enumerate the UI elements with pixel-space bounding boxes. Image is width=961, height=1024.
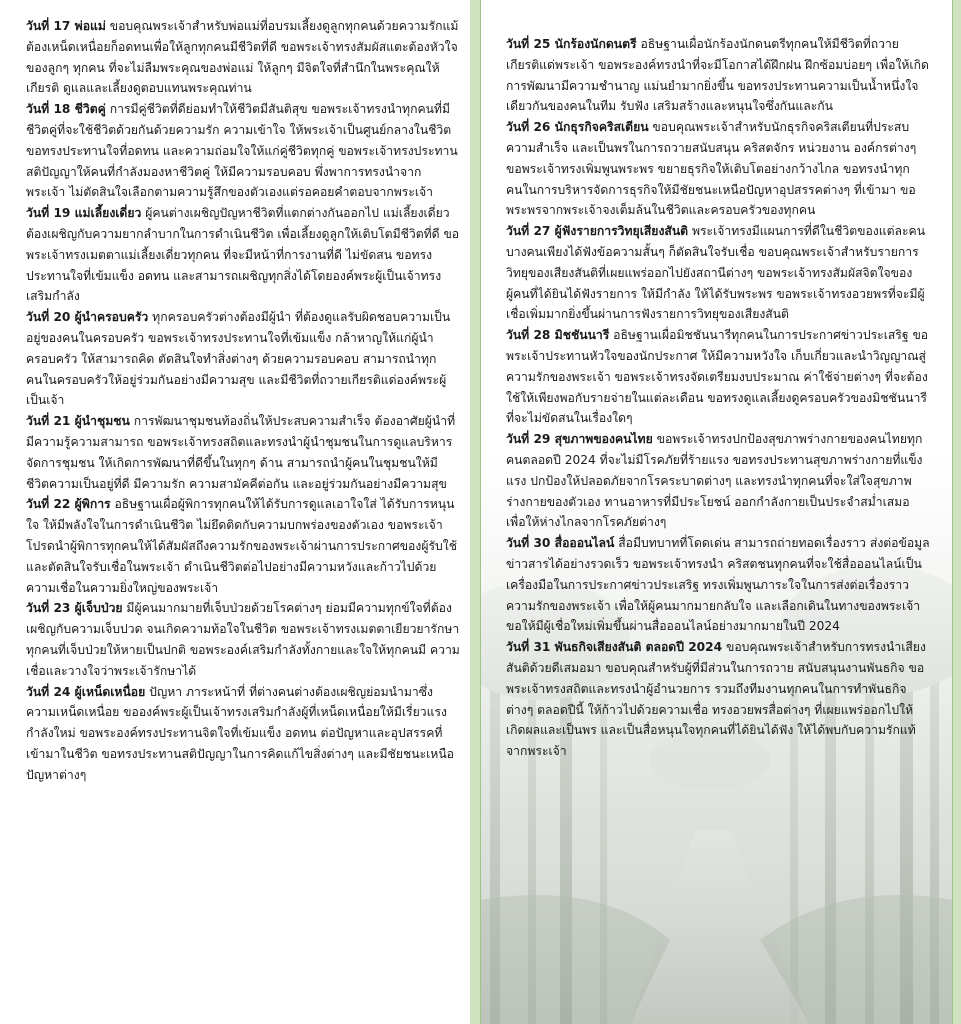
entry-body: อธิษฐานเผื่อผู้พิการทุกคนให้ได้รับการดูแลเอาใจใส่ ได้รับการหนุนใจ ให้มีพลังใจในการดำเนินชีวิต ไม่ยึดติดกับความบกพร่องของตัวเอง ขอพระเจ้าโปรดนำผู้พิการทุกคนให้ได้สัมผัสถึงความรักของพระเจ้าผ่านการประกาศของผู้รับใช้ และตัดสินใจรับเชื่อในพระเจ้า ดำเนินชีวิตต่อไปอย่างมีความหวังและก้าวไปด้วยความเชื่อในความยิ่งใหญ่ของพระเจ้า xyxy=(26,497,457,595)
entry-body: การมีคู่ชีวิตที่ดีย่อมทำให้ชีวิตมีสันติสุข ขอพระเจ้าทรงนำทุกคนที่มีชีวิตคู่ที่จะใช้ชีวิตด้วยกันด้วยความรัก ความเข้าใจ ให้พระเจ้าเป็นศูนย์กลางในชีวิต ขอทรงประทานใจที่อดทน และความถ่อมใจให้แก่คู่ชีวิตทุกคู่ ขอพระเจ้าทรงประทานสติปัญญาให้คนที่กำลังมองหาชีวิตคู่ ให้มีความรอบคอบ พึ่งพาการทรงนำจากพระเจ้า ไม่ตัดสินใจเลือกตามความรู้สึกของตัวเองแต่รอคอยคำตอบจากพระเจ้า xyxy=(26,102,458,200)
right-text-block xyxy=(506,34,932,762)
entry-title: วันที่ 26 นักธุรกิจคริสเตียน xyxy=(506,120,649,135)
entry-title: วันที่ 20 ผู้นำครอบครัว xyxy=(26,310,149,325)
prayer-entry-day-18 xyxy=(26,99,460,203)
prayer-entry-day-19 xyxy=(26,203,460,307)
entry-title: วันที่ 22 ผู้พิการ xyxy=(26,497,111,512)
entry-title: วันที่ 17 พ่อแม่ xyxy=(26,19,106,33)
entry-body: ขอพระเจ้าทรงปกป้องสุขภาพร่างกายของคนไทยทุกคนตลอดปี 2024 ที่จะไม่มีโรคภัยที่ร้ายแรง ขอทรงประทานสุขภาพร่างกายที่แข็งแรง ปกป้องให้ปลอดภัยจากโรคระบาดต่างๆ และทรงนำทุกคนที่จะใส่ใจสุขภาพร่างกายของตัวเอง ทานอาหารที่มีประโยชน์ ออกกำลังกายเป็นประจำสม่ำเสมอ เพื่อให้ห่างไกลจากโรคภัยต่างๆ xyxy=(506,432,923,530)
right-edge-border xyxy=(953,0,961,1024)
entry-title: วันที่ 29 สุขภาพของคนไทย xyxy=(506,432,653,447)
entry-title: วันที่ 19 แม่เลี้ยงเดี่ยว xyxy=(26,206,142,221)
entry-body: ผู้คนต่างเผชิญปัญหาชีวิตที่แตกต่างกันออกไป แม่เลี้ยงเดี่ยวต้องเผชิญกับความยากลำบากในการดำเนินชีวิต เพื่อเลี้ยงดูลูกให้เติบโตมีชีวิตที่ดี ขอพระเจ้าทรงเมตตาแม่เลี้ยงเดี่ยวทุกคน ที่จะมีหน้าที่การงานที่ดี ไม่ขัดสน ขอทรงประทานใจที่เข้มแข็ง อดทน และสามารถเผชิญทุกสิ่งได้โดยองค์พระผู้เป็นเจ้าทรงเสริมกำลัง xyxy=(26,206,460,304)
prayer-entry-day-28 xyxy=(506,325,932,429)
entry-title: วันที่ 24 ผู้เหน็ดเหนื่อย xyxy=(26,684,146,699)
entry-title: วันที่ 31 พันธกิจเสียงสันติ ตลอดปี 2024 xyxy=(506,640,723,655)
prayer-entry-day-30 xyxy=(506,533,932,637)
prayer-entry-day-31 xyxy=(506,637,932,762)
right-column xyxy=(480,0,961,1024)
prayer-entry-day-21 xyxy=(26,411,460,494)
entry-body: ขอบคุณพระเจ้าสำหรับนักธุรกิจคริสเตียนที่ประสบความสำเร็จ และเป็นพรในการถวายสนับสนุน คริสตจักร หน่วยงาน องค์กรต่างๆ ขอพระเจ้าทรงเพิ่มพูนพระพร ขยายธุรกิจให้เติบโตอย่างกว้างไกล ขอทรงนำทุกคนในการบริหารจัดการธุรกิจให้มีชัยชนะเหนือปัญหาอุปสรรคต่างๆ ที่เข้ามา ขอพระพรจากพระเจ้าจงเต็มล้นในชีวิตและครอบครัวของทุกคน xyxy=(506,120,917,218)
entry-body: สื่อมีบทบาทที่โดดเด่น สามารถถ่ายทอดเรื่องราว ส่งต่อข้อมูลข่าวสารได้อย่างรวดเร็ว ขอพระเจ้าทรงนำ คริสตชนทุกคนที่จะใช้สื่อออนไลน์เป็นเครื่องมือในการประกาศข่าวประเสริฐ ทรงเพิ่มพูนภาระใจในการส่งต่อเรื่องราวความรักของพระเจ้า เพื่อให้ผู้คนมากมายกลับใจ และเลือกเดินในทางของพระเจ้า ขอให้มีผู้เชื่อใหม่เพิ่มขึ้นผ่านสื่อออนไลน์อย่างมากมายในปี 2024 xyxy=(506,536,930,634)
entry-body: ขอบคุณพระเจ้าสำหรับพ่อแม่ที่อบรมเลี้ยงดูลูกทุกคนด้วยความรักแม้ต้องเหน็ดเหนื่อยก็อดทนเพื่อให้ลูกทุกคนมีชีวิตที่ดี ขอพระเจ้าทรงสัมผัสแตะต้องหัวใจของลูกๆ ทุกคน ที่จะไม่ลืมพระคุณของพ่อแม่ ให้ลูกๆ มีจิตใจที่สำนึกในพระคุณให้เกียรติ ดูแลและเลี้ยงดูตอบแทนพระคุณท่าน xyxy=(26,19,459,96)
prayer-entry-day-24 xyxy=(26,682,460,786)
entry-title: วันที่ 18 ชีวิตคู่ xyxy=(26,102,106,117)
prayer-entry-day-29 xyxy=(506,429,932,533)
prayer-entry-day-27 xyxy=(506,221,932,325)
entry-title: วันที่ 30 สื่อออนไลน์ xyxy=(506,536,615,551)
entry-title: วันที่ 28 มิชชันนารี xyxy=(506,328,610,343)
prayer-entry-day-26 xyxy=(506,117,932,221)
prayer-entry-day-20 xyxy=(26,307,460,411)
prayer-entry-day-17 xyxy=(26,16,460,99)
entry-body: การพัฒนาชุมชนท้องถิ่นให้ประสบความสำเร็จ ต้องอาศัยผู้นำที่มีความรู้ความสามารถ ขอพระเจ้าทรงสถิตและทรงนำผู้นำชุมชนในการดูแลบริหารจัดการชุมชน ให้เกิดการพัฒนาที่ดีขึ้นในทุกๆ ด้าน สามารถนำผู้คนในชุมชนให้มีชีวิตความเป็นอยู่ที่ดี มีความรัก ความสามัคคีต่อกัน และอยู่ร่วมกันอย่างมีความสุข xyxy=(26,414,456,491)
prayer-entry-day-22 xyxy=(26,494,460,598)
entry-body: ปัญหา ภาระหน้าที่ ที่ต่างคนต่างต้องเผชิญย่อมนำมาซึ่งความเหน็ดเหนื่อย ขอองค์พระผู้เป็นเจ้าทรงเสริมกำลังผู้ที่เหน็ดเหนื่อยให้มีเรี่ยวแรงกำลังใหม่ ขอพระองค์ทรงประทานจิตใจที่เข้มแข็ง อดทน ต่อปัญหาและอุปสรรคที่เข้ามาในชีวิต ขอทรงประทานสติปัญญาในการคิดแก้ไขสิ่งต่างๆ และมีชัยชนะเหนือปัญหาต่างๆ xyxy=(26,684,454,782)
entry-title: วันที่ 23 ผู้เจ็บป่วย xyxy=(26,601,123,616)
entry-body: อธิษฐานเผื่อนักร้องนักดนตรีทุกคนให้มีชีวิตที่ถวายเกียรติแด่พระเจ้า ขอพระองค์ทรงนำที่จะมีโอกาสได้ฝึกฝน ฝึกซ้อมบ่อยๆ เพื่อให้เกิดการพัฒนามีความชำนาญ แม่นยำมากยิ่งขึ้น ขอทรงประทานความเป็นน้ำหนึ่งใจเดียวกันของคนในทีม รับฟัง เสริมสร้างและหนุนใจซึ่งกันและกัน xyxy=(506,37,929,114)
left-column xyxy=(0,0,470,1024)
column-divider xyxy=(470,0,480,1024)
entry-body: ขอบคุณพระเจ้าสำหรับการทรงนำเสียงสันติด้วยดีเสมอมา ขอบคุณสำหรับผู้ที่มีส่วนในการถวาย สนับสนุนงานพันธกิจ ขอพระเจ้าทรงสถิตและทรงนำผู้อำนวยการ รวมถึงทีมงานทุกคนในการทำพันธกิจต่างๆ ตลอดปีนี้ ให้ก้าวไปด้วยความเชื่อ ทรงอวยพรสื่อต่างๆ ที่เผยแพร่ออกไปให้เกิดผลและเป็นพร และเป็นสื่อหนุนใจทุกคนที่ได้ยินได้ฟัง ให้ได้พบกับความรักแท้จากพระเจ้า xyxy=(506,640,926,759)
prayer-entry-day-25 xyxy=(506,34,932,117)
entry-title: วันที่ 25 นักร้องนักดนตรี xyxy=(506,37,637,51)
entry-title: วันที่ 21 ผู้นำชุมชน xyxy=(26,414,130,429)
entry-body: ทุกครอบครัวต่างต้องมีผู้นำ ที่ต้องดูแลรับผิดชอบความเป็นอยู่ของคนในครอบครัว ขอพระเจ้าทรงประทานใจที่เข้มแข็ง กล้าหาญให้แก่ผู้นำครอบครัว ให้สามารถคิด ตัดสินใจทำสิ่งต่างๆ ด้วยความรอบคอบ สามารถนำทุกคนในครอบครัวให้อยู่ร่วมกันอย่างมีความสุข และมีชีวิตที่ถวายเกียรติแด่องค์พระผู้เป็นเจ้า xyxy=(26,310,451,408)
prayer-entry-day-23 xyxy=(26,598,460,681)
entry-body: มีผู้คนมากมายที่เจ็บป่วยด้วยโรคต่างๆ ย่อมมีความทุกข์ใจที่ต้องเผชิญกับความเจ็บปวด จนเกิดความท้อใจในชีวิต ขอพระเจ้าทรงเมตตาเยียวยารักษาทุกคนที่เจ็บป่วยให้หายเป็นปกติ ขอพระองค์เสริมกำลังทั้งกายและใจให้ทุกคนมี ความเชื่อและวางใจว่าพระเจ้ารักษาได้ xyxy=(26,601,460,678)
entry-title: วันที่ 27 ผู้ฟังรายการวิทยุเสียงสันติ xyxy=(506,224,689,239)
entry-body: พระเจ้าทรงมีแผนการที่ดีในชีวิตของแต่ละคน บางคนเพียงได้ฟังข้อความสั้นๆ ก็ตัดสินใจรับเชื่อ ขอบคุณพระเจ้าสำหรับรายการวิทยุของเสียงสันติที่เผยแพร่ออกไปยังสถานีต่างๆ ขอพระเจ้าทรงสัมผัสจิตใจของผู้คนที่ได้ยินได้ฟังรายการ ให้มีกำลัง ให้ได้รับพระพร ขอพระเจ้าทรงอวยพรที่จะมีผู้เชื่อเพิ่มมากยิ่งขึ้นผ่านการฟังรายการวิทยุของเสียงสันติ xyxy=(506,224,926,322)
entry-body: อธิษฐานเผื่อมิชชันนารีทุกคนในการประกาศข่าวประเสริฐ ขอพระเจ้าประทานหัวใจของนักประกาศ ให้มีความหวังใจ เก็บเกี่ยวและนำวิญญาณสู่ความรักของพระเจ้า ขอพระเจ้าทรงจัดเตรียมงบประมาณ ค่าใช้จ่ายต่างๆ ที่จะต้องใช้ให้เพียงพอกับรายจ่ายในแต่ละเดือน ขอทรงดูแลเลี้ยงดูครอบครัวของมิชชันนารีที่จะไม่ขัดสนในเรื่องใดๆ xyxy=(506,328,929,426)
